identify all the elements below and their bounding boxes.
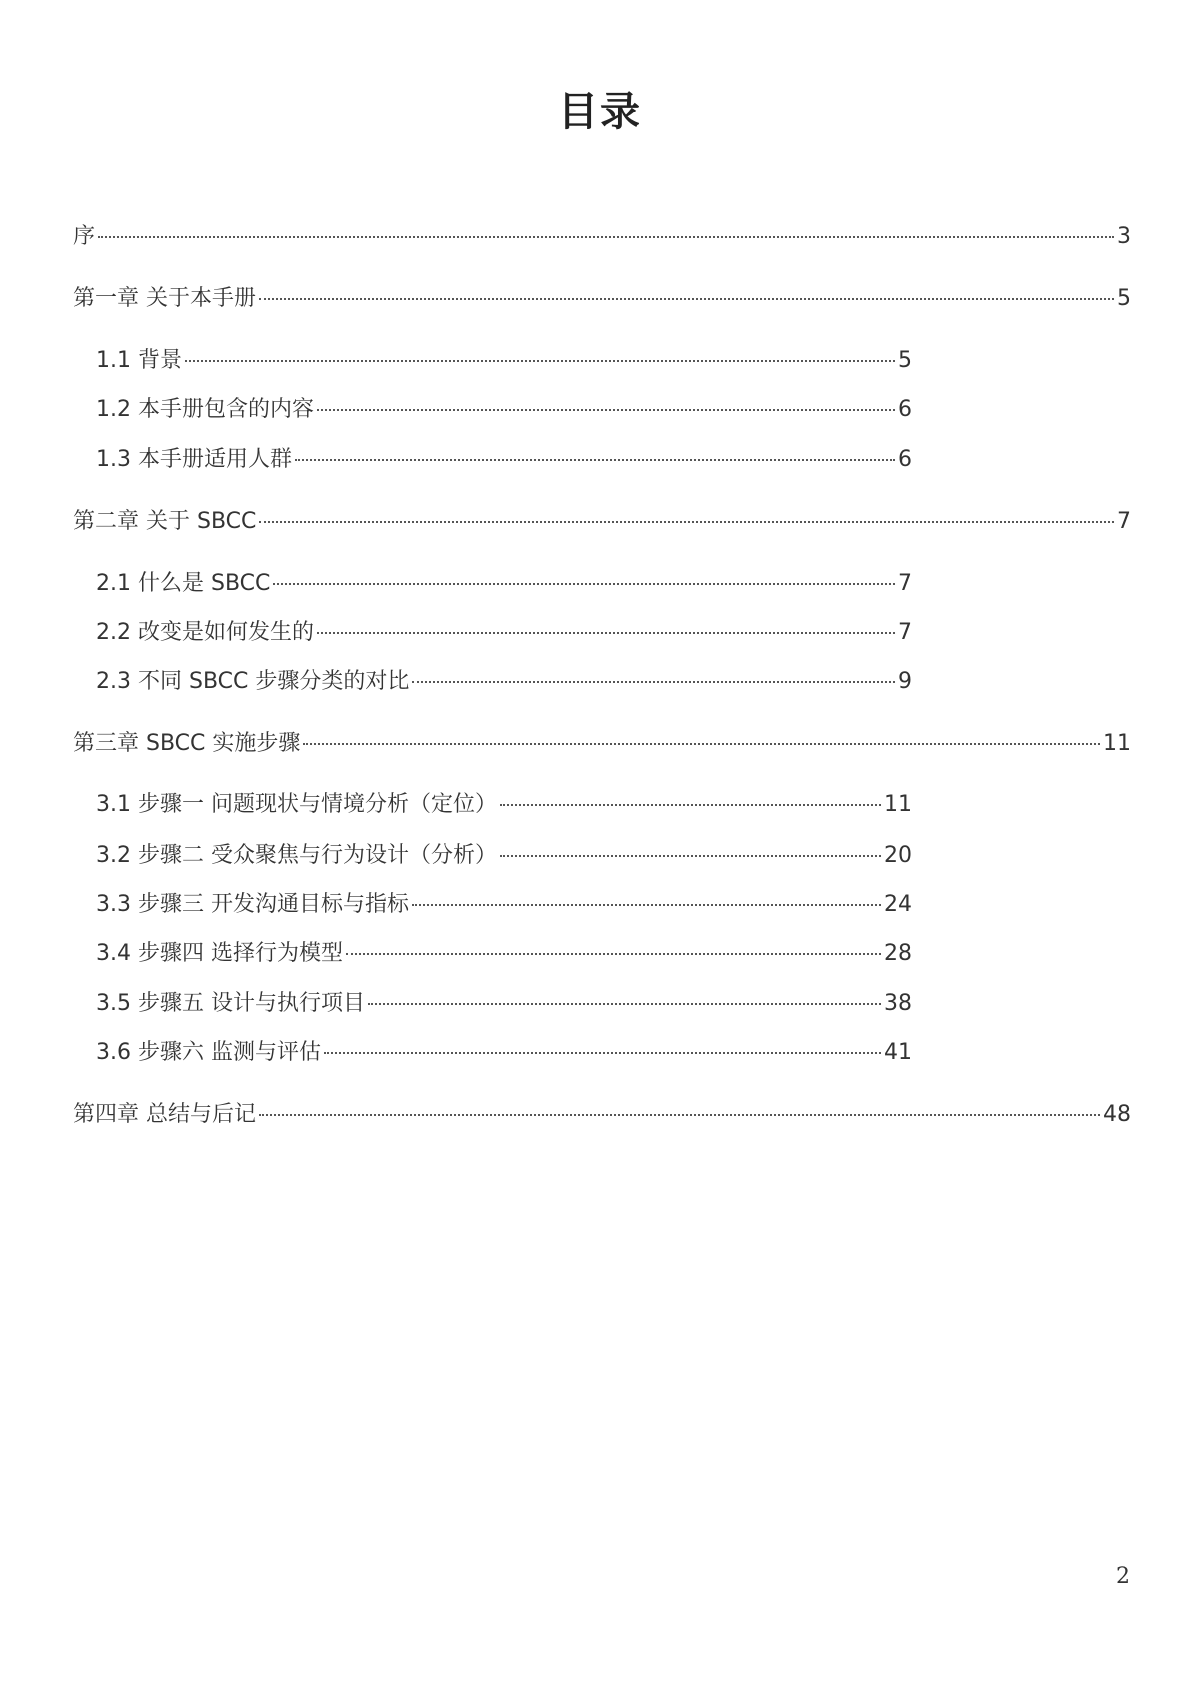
dot-leader [259, 1114, 1100, 1116]
toc-entry-page: 24 [884, 892, 912, 917]
dot-leader [259, 298, 1114, 300]
toc-entry-label: 1.3 本手册适用人群 [96, 447, 292, 472]
toc-entry[interactable] [96, 939, 912, 969]
toc-entry[interactable] [73, 222, 1131, 252]
toc-entry-page: 7 [898, 620, 912, 645]
toc-entry-label: 1.2 本手册包含的内容 [96, 397, 314, 422]
dot-leader [273, 583, 895, 585]
toc-entry-label: 2.3 不同 SBCC 步骤分类的对比 [96, 669, 410, 694]
toc-entry-page: 11 [1103, 731, 1131, 756]
dot-leader [500, 804, 881, 806]
toc-entry[interactable] [73, 729, 1131, 759]
toc-entry[interactable] [96, 1038, 912, 1068]
toc-entry-label: 第三章 SBCC 实施步骤 [73, 731, 301, 756]
toc-entry[interactable] [96, 989, 912, 1019]
toc-entry[interactable] [96, 569, 912, 599]
toc-entry[interactable] [73, 284, 1131, 314]
toc-entry-page: 28 [884, 941, 912, 966]
toc-entry-page: 5 [1117, 286, 1131, 311]
toc-entry-label: 3.5 步骤五 设计与执行项目 [96, 991, 365, 1016]
toc-entry-label: 3.3 步骤三 开发沟通目标与指标 [96, 892, 409, 917]
toc-entry-page: 5 [898, 348, 912, 373]
toc-entry[interactable] [96, 841, 912, 871]
page-title: 目录 [558, 89, 642, 135]
dot-leader [303, 743, 1100, 745]
toc-entry-page: 7 [1117, 509, 1131, 534]
toc-entry[interactable] [96, 890, 912, 920]
toc-entry-page: 41 [884, 1040, 912, 1065]
toc-entry-label: 3.2 步骤二 受众聚焦与行为设计（分析） [96, 843, 497, 868]
toc-entry-label: 3.4 步骤四 选择行为模型 [96, 941, 343, 966]
dot-leader [185, 360, 895, 362]
dot-leader [98, 236, 1114, 238]
dot-leader [295, 459, 895, 461]
dot-leader [317, 409, 895, 411]
toc-entry-page: 6 [898, 447, 912, 472]
page-number: 2 [1116, 1564, 1130, 1589]
toc-entry[interactable] [73, 507, 1131, 537]
toc-entry-page: 11 [884, 792, 912, 817]
dot-leader [324, 1052, 881, 1054]
toc-entry-label: 2.2 改变是如何发生的 [96, 620, 314, 645]
toc-entry[interactable] [96, 790, 912, 820]
dot-leader [259, 521, 1114, 523]
dot-leader [412, 681, 895, 683]
toc-entry[interactable] [96, 667, 912, 697]
toc-entry[interactable] [96, 395, 912, 425]
dot-leader [500, 855, 881, 857]
toc-entry[interactable] [96, 346, 912, 376]
dot-leader [346, 953, 881, 955]
toc-entry-page: 3 [1117, 224, 1131, 249]
toc-entry-page: 20 [884, 843, 912, 868]
toc-entry-page: 9 [898, 669, 912, 694]
toc-entry[interactable] [96, 445, 912, 475]
toc-entry[interactable] [73, 1100, 1131, 1130]
toc-entry-label: 第四章 总结与后记 [73, 1102, 256, 1127]
toc-entry-label: 3.1 步骤一 问题现状与情境分析（定位） [96, 792, 497, 817]
toc-entry[interactable] [96, 618, 912, 648]
toc-entry-page: 38 [884, 991, 912, 1016]
toc-entry-label: 2.1 什么是 SBCC [96, 571, 271, 596]
toc-entry-page: 48 [1103, 1102, 1131, 1127]
toc-entry-page: 6 [898, 397, 912, 422]
toc-entry-page: 7 [898, 571, 912, 596]
toc-entry-label: 序 [73, 224, 96, 249]
dot-leader [412, 904, 881, 906]
toc-entry-label: 1.1 背景 [96, 348, 182, 373]
toc-entry-label: 3.6 步骤六 监测与评估 [96, 1040, 321, 1065]
dot-leader [368, 1003, 881, 1005]
dot-leader [317, 632, 895, 634]
toc-entry-label: 第一章 关于本手册 [73, 286, 256, 311]
toc-entry-label: 第二章 关于 SBCC [73, 509, 257, 534]
